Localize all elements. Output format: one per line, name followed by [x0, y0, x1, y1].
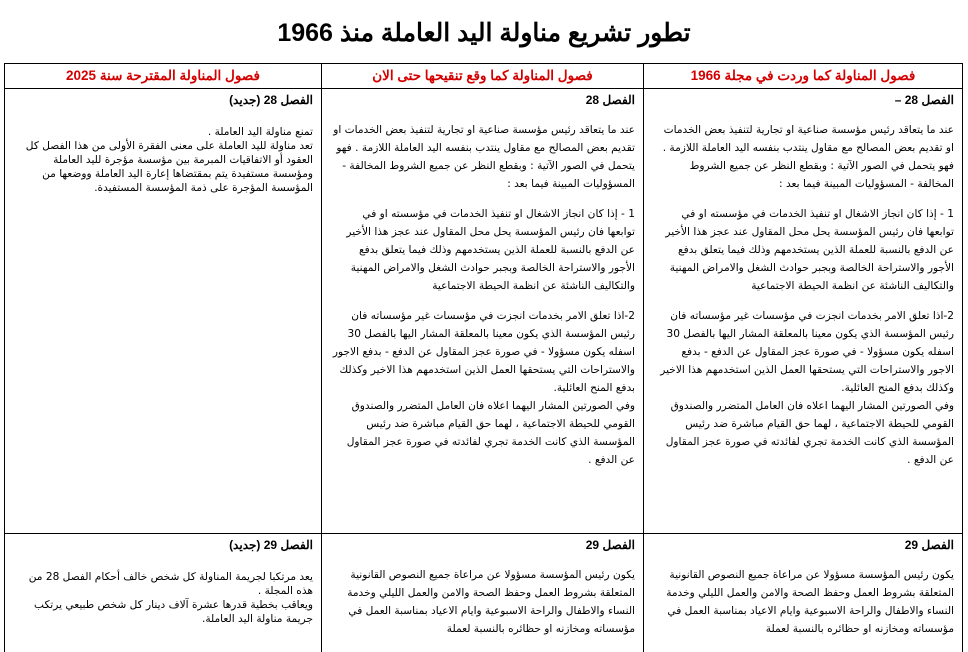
article-paragraph-1: يعد مرتكبا لجريمة المناولة كل شخص خالف أحكام الفصل 28 من هذه المجلة .: [28, 571, 313, 597]
article-label: الفصل 29 (جديد): [229, 538, 313, 552]
cell-1966-article-29: [644, 534, 962, 652]
comparison-table: [4, 63, 963, 652]
article-paragraph: يكون رئيس المؤسسة مسؤولا عن مراعاة جميع النصوص القانونية المتعلقة بشروط العمل وحفظ الصحة والامن والعمل الليلي وخدمة النساء والاطفال والراحة الاسبوعية وايام الاعياد بمناسبة العمل في مؤسساته ومخازنه او حظائره بالنسبة لعملة: [347, 569, 635, 635]
article-text: [15, 570, 313, 626]
article-text: [332, 121, 635, 469]
column-current: [321, 64, 643, 652]
article-paragraph-2: 2-اذا تعلق الامر بخدمات انجزت في مؤسسات غير مؤسساته فان رئيس المؤسسة الذي يكون معينا بالمعلقة المشار اليها بالفصل 30 اسفله يكون مسؤولا - في صورة عجز المقاول عن الدفع - بدفع الاجور والاستراحات التي يستحقها العمل الذين استخدمهم هذا الاخير وكذلك بدفع المنح العائلية.: [332, 310, 635, 394]
article-label: الفصل 29: [904, 538, 954, 552]
article-label: الفصل 28: [585, 93, 635, 107]
article-label: الفصل 28 –: [894, 93, 954, 107]
article-paragraph: يكون رئيس المؤسسة مسؤولا عن مراعاة جميع النصوص القانونية المتعلقة بشروط العمل وحفظ الصحة والامن والعمل الليلي وخدمة النساء والاطفال والراحة الاسبوعية وايام الاعياد بمناسبة العمل في مؤسساته ومخازنه او حظائره بالنسبة لعملة: [666, 569, 954, 635]
cell-1966-article-28: [644, 89, 962, 534]
article-paragraph-3: وفي الصورتين المشار اليهما اعلاه فان العامل المتضرر والصندوق القومي للحيطة الاجتماعية ، لهما حق القيام مباشرة ضد رئيس المؤسسة الذي كانت الخدمة تجري لفائدته في صورة عجز المقاول عن الدفع .: [665, 400, 954, 466]
article-intro: عند ما يتعاقد رئيس مؤسسة صناعية او تجارية لتنفيذ بعض الخدمات او تقديم بعض المصالح مع مقاول ينتدب بنفسه اليد العاملة اللازمة . فهو يتحمل في الصور الآتية : وبقطع النظر عن جميع الشروط المخالفة - المسؤوليات المبينة فيما بعد :: [333, 124, 635, 190]
column-header-2025: فصول المناولة المقترحة سنة 2025: [5, 64, 321, 89]
article-label: الفصل 29: [585, 538, 635, 552]
article-paragraph-1: 1 - إذا كان انجاز الاشغال او تنفيذ الخدمات في مؤسسته او في توابعها فان رئيس المؤسسة يحل محل المقاول عند عجز هذا الأخير عن الدفع بالنسبة للعملة الذين يستخدمهم وذلك فيما يتعلق بدفع الأجور والاستراحة الخالصة وبجبر حوادث الشغل والامراض المهنية والتكاليف الناشئة عن انظمة الحيطة الاجتماعية: [346, 208, 635, 292]
column-header-current: فصول المناولة كما وقع تنقيحها حتى الان: [322, 64, 643, 89]
column-proposed-2025: [5, 64, 321, 652]
article-text: [15, 125, 313, 195]
column-1966: [643, 64, 962, 652]
page-title: تطور تشريع مناولة اليد العاملة منذ 1966: [277, 19, 691, 47]
article-label: الفصل 28 (جديد): [229, 93, 313, 107]
cell-2025-article-29: [5, 534, 321, 652]
article-text: [332, 566, 635, 638]
article-paragraph-1: 1 - إذا كان انجاز الاشغال او تنفيذ الخدمات في مؤسسته او في توابعها فان رئيس المؤسسة يحل محل المقاول عند عجز هذا الأخير عن الدفع بالنسبة للعملة الذين يستخدمهم وذلك فيما يتعلق بدفع الأجور والاستراحة الخالصة وبجبر حوادث الشغل والامراض المهنية والتكاليف الناشئة عن انظمة الحيطة الاجتماعية: [665, 208, 954, 292]
article-paragraph-2: تعد مناولة لليد العاملة على معنى الفقرة الأولى من هذا الفصل كل العقود أو الاتفاقيات المبرمة بين مؤسسة مؤجرة لليد العاملة ومؤسسة مستفيدة يتم بمقتضاها إعارة اليد العاملة ووضعها من المؤسسة المؤجرة على ذمة المؤسسة المستفيدة.: [25, 140, 313, 194]
article-paragraph-2: ويعاقب بخطية قدرها عشرة آلاف دينار كل شخص طبيعي يرتكب جريمة مناولة اليد العاملة.: [34, 599, 313, 625]
article-paragraph-2: 2-اذا تعلق الامر بخدمات انجزت في مؤسسات غير مؤسساته فان رئيس المؤسسة الذي يكون معينا بالمعلقة المشار اليها بالفصل 30 اسفله يكون مسؤولا - في صورة عجز المقاول عن الدفع - بدفع الاجور والاستراحات التي يستحقها العمل الذين استخدمهم هذا الاخير وكذلك بدفع المنح العائلية.: [660, 310, 954, 394]
article-paragraph-1: تمنع مناولة اليد العاملة .: [207, 126, 313, 138]
article-intro: عند ما يتعاقد رئيس مؤسسة صناعية او تجارية لتنفيذ بعض الخدمات او تقديم بعض المصالح مع مقاول ينتدب بنفسه اليد العاملة اللازمة . فهو يتحمل في الصور الآتية : وبقطع النظر عن جميع الشروط المخالفة - المسؤوليات المبينة فيما بعد :: [662, 124, 954, 190]
column-header-1966: فصول المناولة كما وردت في مجلة 1966: [644, 64, 962, 89]
cell-current-article-28: [322, 89, 643, 534]
article-text: [654, 121, 954, 469]
article-text: [654, 566, 954, 638]
cell-current-article-29: [322, 534, 643, 652]
cell-2025-article-28: [5, 89, 321, 534]
article-paragraph-3: وفي الصورتين المشار اليهما اعلاه فان العامل المتضرر والصندوق القومي للحيطة الاجتماعية ، لهما حق القيام مباشرة ضد رئيس المؤسسة الذي كانت الخدمة تجري لفائدته في صورة عجز المقاول عن الدفع .: [346, 400, 635, 466]
